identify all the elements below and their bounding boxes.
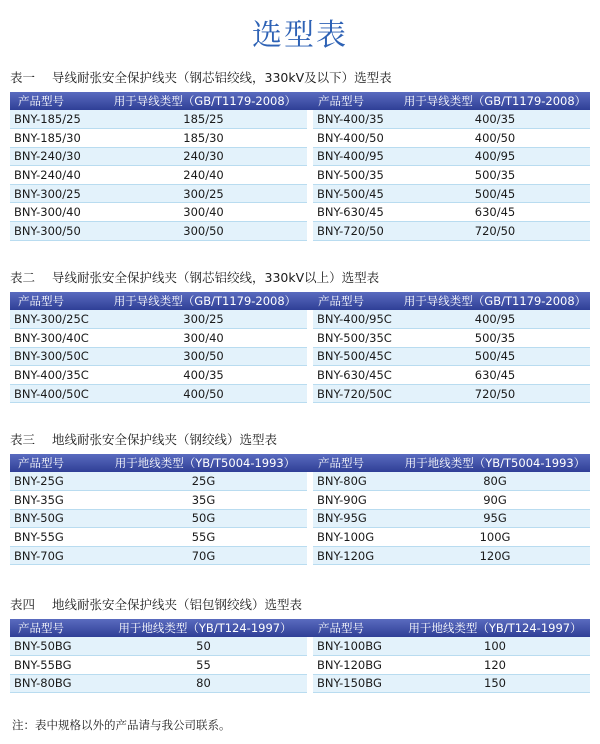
table-section-1: [10, 70, 590, 241]
type-cell: 400/95: [400, 147, 590, 166]
type-cell: 300/40: [100, 203, 310, 222]
model-cell: BNY-35G: [10, 491, 100, 510]
type-cell: 720/50: [400, 222, 590, 241]
type-cell: 150: [400, 674, 590, 693]
type-cell: 240/40: [100, 166, 310, 185]
table-row: [10, 347, 590, 366]
table-row: [10, 222, 590, 241]
table-header-row: [10, 92, 590, 110]
model-cell: BNY-150BG: [310, 674, 400, 693]
table-section-2: [10, 270, 590, 403]
model-cell: BNY-120BG: [310, 656, 400, 675]
type-cell: 500/45: [400, 347, 590, 366]
header-type: 用于地线类型（YB/T124-1997）: [400, 619, 590, 637]
model-cell: BNY-400/35C: [10, 366, 100, 385]
model-cell: BNY-500/45C: [310, 347, 400, 366]
table-caption: [10, 270, 590, 286]
table-row: [10, 674, 590, 693]
table-row: [10, 472, 590, 491]
table-row: [10, 656, 590, 675]
type-cell: 120G: [400, 546, 590, 565]
model-cell: BNY-630/45: [310, 203, 400, 222]
table-caption: [10, 70, 590, 86]
model-cell: BNY-300/25C: [10, 310, 100, 329]
table-title: 地线耐张安全保护线夹（铝包钢绞线）选型表: [52, 597, 303, 612]
type-cell: 300/40: [100, 329, 310, 348]
type-cell: 185/25: [100, 110, 310, 129]
model-cell: BNY-630/45C: [310, 366, 400, 385]
model-cell: BNY-400/50: [310, 129, 400, 148]
header-type: 用于导线类型（GB/T1179-2008）: [400, 92, 590, 110]
model-cell: BNY-185/25: [10, 110, 100, 129]
type-cell: 25G: [100, 472, 310, 491]
model-cell: BNY-400/95C: [310, 310, 400, 329]
table-number: 表三: [10, 432, 36, 447]
header-type: 用于导线类型（GB/T1179-2008）: [100, 292, 310, 310]
table-title: 地线耐张安全保护线夹（钢绞线）选型表: [52, 432, 278, 447]
header-model: 产品型号: [310, 92, 400, 110]
table-number: 表四: [10, 597, 36, 612]
type-cell: 500/35: [400, 166, 590, 185]
model-cell: BNY-400/50C: [10, 384, 100, 403]
model-cell: BNY-400/35: [310, 110, 400, 129]
type-cell: 300/50: [100, 347, 310, 366]
selection-table-1: [10, 92, 590, 241]
type-cell: 100: [400, 637, 590, 656]
model-cell: BNY-55G: [10, 528, 100, 547]
table-header-row: [10, 292, 590, 310]
type-cell: 240/30: [100, 147, 310, 166]
header-model: 产品型号: [10, 454, 100, 472]
type-cell: 80: [100, 674, 310, 693]
model-cell: BNY-95G: [310, 509, 400, 528]
model-cell: BNY-300/50C: [10, 347, 100, 366]
type-cell: 55G: [100, 528, 310, 547]
model-cell: BNY-55BG: [10, 656, 100, 675]
table-row: [10, 129, 590, 148]
type-cell: 400/35: [400, 110, 590, 129]
type-cell: 400/95: [400, 310, 590, 329]
model-cell: BNY-300/40C: [10, 329, 100, 348]
table-title: 导线耐张安全保护线夹（钢芯铝绞线，330kV及以下）选型表: [52, 70, 392, 85]
type-cell: 630/45: [400, 203, 590, 222]
type-cell: 400/35: [100, 366, 310, 385]
selection-table-2: [10, 292, 590, 403]
model-cell: BNY-240/40: [10, 166, 100, 185]
model-cell: BNY-400/95: [310, 147, 400, 166]
header-model: 产品型号: [310, 454, 400, 472]
type-cell: 120: [400, 656, 590, 675]
model-cell: BNY-720/50C: [310, 384, 400, 403]
model-cell: BNY-70G: [10, 546, 100, 565]
selection-table-3: [10, 454, 590, 565]
type-cell: 95G: [400, 509, 590, 528]
type-cell: 80G: [400, 472, 590, 491]
type-cell: 50G: [100, 509, 310, 528]
table-row: [10, 546, 590, 565]
type-cell: 400/50: [100, 384, 310, 403]
model-cell: BNY-80G: [310, 472, 400, 491]
model-cell: BNY-300/40: [10, 203, 100, 222]
model-cell: BNY-25G: [10, 472, 100, 491]
table-row: [10, 184, 590, 203]
type-cell: 500/35: [400, 329, 590, 348]
type-cell: 90G: [400, 491, 590, 510]
table-row: [10, 384, 590, 403]
table-row: [10, 147, 590, 166]
type-cell: 500/45: [400, 184, 590, 203]
header-type: 用于地线类型（YB/T5004-1993）: [400, 454, 590, 472]
selection-table-4: [10, 619, 590, 693]
table-row: [10, 491, 590, 510]
type-cell: 55: [100, 656, 310, 675]
header-model: 产品型号: [310, 292, 400, 310]
header-type: 用于导线类型（GB/T1179-2008）: [400, 292, 590, 310]
table-row: [10, 310, 590, 329]
header-model: 产品型号: [10, 619, 100, 637]
table-header-row: [10, 454, 590, 472]
table-section-4: [10, 597, 590, 693]
table-row: [10, 166, 590, 185]
footnote: 注：表中规格以外的产品请与我公司联系。: [12, 718, 231, 732]
table-caption: [10, 597, 590, 613]
type-cell: 100G: [400, 528, 590, 547]
model-cell: BNY-300/25: [10, 184, 100, 203]
table-section-3: [10, 432, 590, 565]
table-row: [10, 637, 590, 656]
type-cell: 70G: [100, 546, 310, 565]
header-type: 用于地线类型（YB/T5004-1993）: [100, 454, 310, 472]
header-model: 产品型号: [10, 92, 100, 110]
model-cell: BNY-300/50: [10, 222, 100, 241]
table-header-row: [10, 619, 590, 637]
table-row: [10, 203, 590, 222]
model-cell: BNY-50BG: [10, 637, 100, 656]
table-row: [10, 528, 590, 547]
table-title: 导线耐张安全保护线夹（钢芯铝绞线，330kV以上）选型表: [52, 270, 380, 285]
model-cell: BNY-185/30: [10, 129, 100, 148]
table-number: 表一: [10, 70, 36, 85]
table-number: 表二: [10, 270, 36, 285]
header-type: 用于导线类型（GB/T1179-2008）: [100, 92, 310, 110]
type-cell: 50: [100, 637, 310, 656]
table-row: [10, 509, 590, 528]
table-row: [10, 329, 590, 348]
model-cell: BNY-500/35C: [310, 329, 400, 348]
model-cell: BNY-240/30: [10, 147, 100, 166]
header-model: 产品型号: [10, 292, 100, 310]
header-type: 用于地线类型（YB/T124-1997）: [100, 619, 310, 637]
model-cell: BNY-500/45: [310, 184, 400, 203]
type-cell: 300/25: [100, 184, 310, 203]
model-cell: BNY-500/35: [310, 166, 400, 185]
model-cell: BNY-720/50: [310, 222, 400, 241]
type-cell: 400/50: [400, 129, 590, 148]
type-cell: 300/25: [100, 310, 310, 329]
type-cell: 630/45: [400, 366, 590, 385]
table-row: [10, 110, 590, 129]
model-cell: BNY-80BG: [10, 674, 100, 693]
type-cell: 185/30: [100, 129, 310, 148]
type-cell: 300/50: [100, 222, 310, 241]
model-cell: BNY-50G: [10, 509, 100, 528]
model-cell: BNY-100G: [310, 528, 400, 547]
type-cell: 720/50: [400, 384, 590, 403]
model-cell: BNY-100BG: [310, 637, 400, 656]
model-cell: BNY-120G: [310, 546, 400, 565]
type-cell: 35G: [100, 491, 310, 510]
table-caption: [10, 432, 590, 448]
table-row: [10, 366, 590, 385]
model-cell: BNY-90G: [310, 491, 400, 510]
header-model: 产品型号: [310, 619, 400, 637]
page-title: 选型表: [252, 18, 348, 53]
